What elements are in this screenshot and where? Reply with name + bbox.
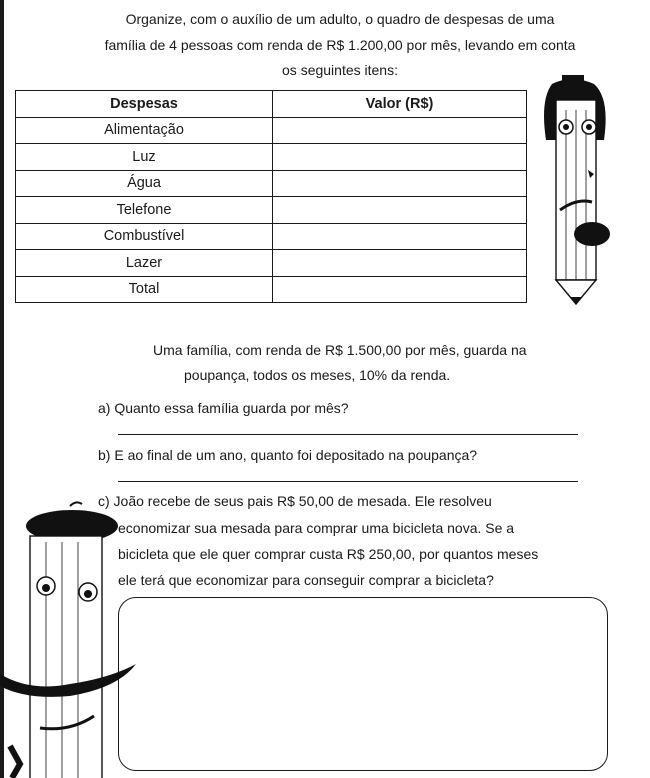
expense-value-cell[interactable]: [273, 276, 527, 303]
expense-label: Luz: [16, 144, 273, 171]
question-b: b) E ao final de um ano, quanto foi depositado na poupança?: [98, 447, 478, 463]
pencil-ball: [574, 222, 610, 246]
answer-box-c[interactable]: [118, 597, 608, 771]
answer-line-b[interactable]: [118, 481, 578, 482]
expense-value-cell[interactable]: [273, 170, 527, 197]
expense-value-cell[interactable]: [273, 144, 527, 171]
table-row: [16, 117, 527, 144]
pencil-character-illustration: [532, 70, 632, 310]
expense-value-cell[interactable]: [273, 223, 527, 250]
mustache-pencil-illustration: [0, 496, 140, 778]
expense-label: Água: [16, 170, 273, 197]
problem-line-2: poupança, todos os meses, 10% da renda.: [184, 367, 451, 383]
header-expenses: Despesas: [16, 91, 273, 118]
intro-line-1: Organize, com o auxílio de um adulto, o quadro de despesas de uma: [125, 11, 555, 27]
expenses-table: [15, 90, 527, 303]
header-value: Valor (R$): [273, 91, 527, 118]
question-c-line-4: ele terá que economizar para conseguir comprar a bicicleta?: [118, 572, 494, 588]
expense-value-cell[interactable]: [273, 197, 527, 224]
intro-line-3: os seguintes itens:: [282, 62, 398, 78]
problem-line-1: Uma família, com renda de R$ 1.500,00 por mês, guarda na: [153, 342, 527, 358]
expense-label: Lazer: [16, 250, 273, 277]
expense-value-cell[interactable]: [273, 250, 527, 277]
question-c-line-2: economizar sua mesada para comprar uma bicicleta nova. Se a: [118, 520, 515, 536]
question-c-line-3: bicicleta que ele quer comprar custa R$ 250,00, por quantos meses: [118, 546, 539, 562]
table-row: [16, 144, 527, 171]
pencil-body: [30, 536, 102, 778]
table-row: [16, 276, 527, 303]
expense-label: Combustível: [16, 223, 273, 250]
expense-label: Telefone: [16, 197, 273, 224]
table-row: [16, 250, 527, 277]
expense-value-cell[interactable]: [273, 117, 527, 144]
question-c-line-1: c) João recebe de seus pais R$ 50,00 de mesada. Ele resolveu: [98, 493, 492, 509]
table-row: [16, 197, 527, 224]
table-row: [16, 170, 527, 197]
question-a: a) Quanto essa família guarda por mês?: [98, 400, 349, 416]
expense-label: Total: [16, 276, 273, 303]
answer-line-a[interactable]: [118, 434, 578, 435]
table-header-row: [16, 91, 527, 118]
table-row: [16, 223, 527, 250]
expense-label: Alimentação: [16, 117, 273, 144]
intro-line-2: família de 4 pessoas com renda de R$ 1.200,00 por mês, levando em conta: [104, 37, 576, 53]
